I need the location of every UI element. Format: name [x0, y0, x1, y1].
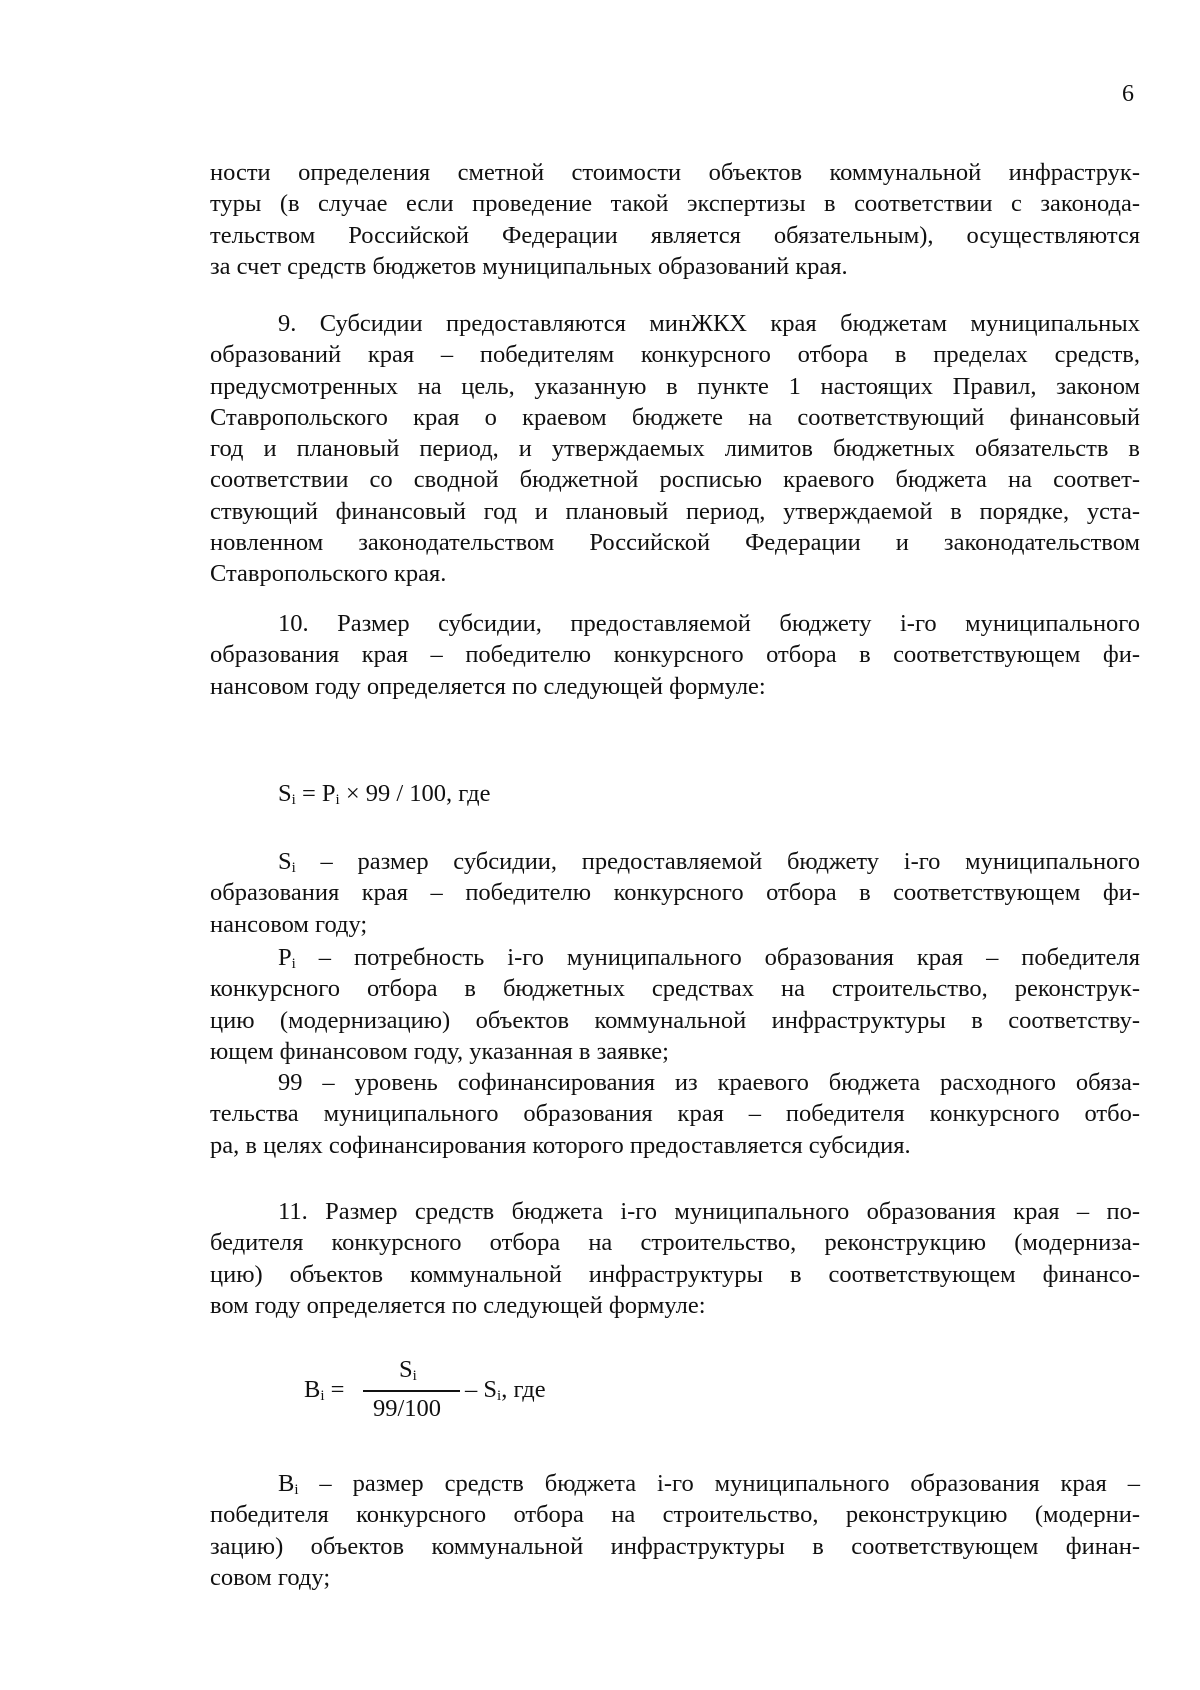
text-line: цию (модернизацию) объектов коммунальной инфраструктуры в соответству-	[210, 1006, 1140, 1034]
subscript: i	[291, 956, 296, 972]
subscript: i	[291, 792, 296, 808]
page-number: 6	[1122, 81, 1134, 107]
subscript: i	[335, 792, 340, 808]
paragraph-10	[210, 608, 1140, 702]
text-line: бедителя конкурсного отбора на строительство, реконструкцию (модерниза-	[210, 1229, 1140, 1257]
subscript: i	[320, 1388, 325, 1404]
fraction-numerator	[399, 1356, 417, 1384]
text-line: Ставропольского края.	[210, 560, 447, 588]
definition-text: – размер средств бюджета i-го муниципального образования края –	[298, 1470, 1140, 1497]
text-line: ющем финансовом году, указанная в заявке;	[210, 1037, 669, 1065]
formula-symbol: S	[278, 780, 292, 807]
paragraph-11	[210, 1196, 1140, 1321]
text-line: победителя конкурсного отбора на строительство, реконструкцию (модерни-	[210, 1501, 1140, 1529]
text-line: новленном законодательством Российской Федерации и законодательством	[210, 529, 1140, 557]
fraction-denominator: 99/100	[373, 1395, 442, 1422]
formula-symbol: S	[399, 1356, 413, 1383]
text-line: зацию) объектов коммунальной инфраструктуры в соответствующем финан-	[210, 1532, 1140, 1560]
text-line: нансовом году определяется по следующей формуле:	[210, 672, 766, 700]
definition-text: – потребность i-го муниципального образования края – победителя	[295, 944, 1140, 971]
formula-text: , где	[501, 1376, 546, 1403]
text-line: год и плановый период, и утверждаемых лимитов бюджетных обязательств в	[210, 435, 1140, 463]
definition-symbol: P	[278, 944, 292, 971]
text-line: образования края – победителю конкурсного отбора в соответствующем фи-	[210, 641, 1140, 669]
formula-text: – S	[465, 1376, 498, 1403]
text-line: образования края – победителю конкурсного отбора в соответствующем фи-	[210, 879, 1140, 907]
text-line: совом году;	[210, 1563, 331, 1591]
text-line: предусмотренных на цель, указанную в пункте 1 настоящих Правил, законом	[210, 372, 1140, 400]
subscript: i	[497, 1388, 502, 1404]
text-line: вом году определяется по следующей формуле:	[210, 1291, 706, 1319]
paragraph-continuation	[210, 157, 1140, 282]
text-line: конкурсного отбора в бюджетных средствах на строительство, реконструк-	[210, 975, 1140, 1003]
subscript: i	[291, 860, 296, 876]
formula-lhs	[304, 1376, 344, 1404]
subscript: i	[412, 1368, 417, 1384]
text-line: тельством Российской Федерации является обязательным), осуществляются	[210, 221, 1140, 249]
text-line: Ставропольского края о краевом бюджете на соответствующий финансовый	[210, 403, 1140, 431]
text-line	[210, 846, 1140, 877]
text-line: 99 – уровень софинансирования из краевого бюджета расходного обяза-	[278, 1069, 1140, 1096]
text-line: ствующий финансовый год и плановый период, утверждаемой в порядке, уста-	[210, 497, 1140, 525]
text-line: 9. Субсидии предоставляются минЖКХ края бюджетам муниципальных	[278, 310, 1140, 337]
text-line: соответствии со сводной бюджетной росписью краевого бюджета на соответ-	[210, 466, 1140, 494]
formula-text: = P	[295, 780, 336, 807]
formula-rhs	[465, 1376, 546, 1404]
text-line: 10. Размер субсидии, предоставляемой бюджету i-го муниципального	[278, 610, 1140, 637]
formula-subsidy	[278, 780, 490, 808]
text-line	[210, 942, 1140, 973]
text-line: цию) объектов коммунальной инфраструктуры в соответствующем финансо-	[210, 1260, 1140, 1288]
formula-symbol: B	[304, 1376, 321, 1403]
definition-s	[210, 846, 1140, 940]
definition-symbol: S	[278, 848, 292, 875]
text-line: ра, в целях софинансирования которого предоставляется субсидия.	[210, 1131, 911, 1159]
text-line: нансовом году;	[210, 910, 368, 938]
subscript: i	[294, 1482, 299, 1498]
text-line: туры (в случае если проведение такой экспертизы в соответствии с законода-	[210, 190, 1140, 218]
fraction-bar	[363, 1390, 460, 1392]
definition-p	[210, 942, 1140, 1067]
text-line	[210, 1468, 1140, 1499]
paragraph-9	[210, 308, 1140, 590]
formula-text: =	[324, 1376, 345, 1403]
text-line: за счет средств бюджетов муниципальных образований края.	[210, 252, 848, 280]
definition-symbol: B	[278, 1470, 295, 1497]
formula-text: × 99 / 100, где	[339, 780, 491, 807]
definition-b	[210, 1468, 1140, 1593]
text-line: образований края – победителям конкурсного отбора в пределах средств,	[210, 341, 1140, 369]
text-line: ности определения сметной стоимости объектов коммунальной инфраструк-	[210, 159, 1140, 186]
text-line: 11. Размер средств бюджета i-го муниципального образования края – по-	[278, 1198, 1140, 1225]
text-line: тельства муниципального образования края – победителя конкурсного отбо-	[210, 1100, 1140, 1128]
definition-99	[210, 1067, 1140, 1161]
definition-text: – размер субсидии, предоставляемой бюджету i-го муниципального	[295, 848, 1140, 875]
